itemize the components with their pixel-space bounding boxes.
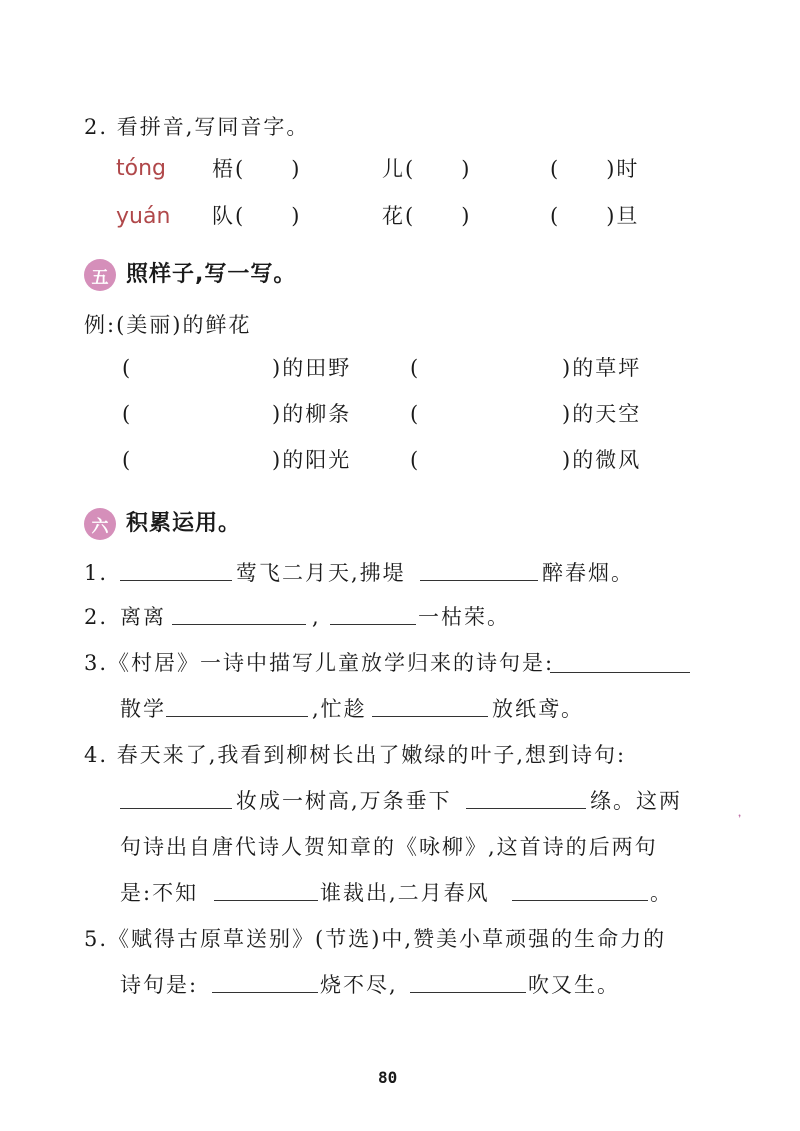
fill-phrase[interactable]: )的柳条 — [272, 402, 352, 426]
open-paren: ( — [122, 402, 133, 426]
question-text: 4. 春天来了,我看到柳树长出了嫩绿的叶子,想到诗句: — [84, 743, 627, 767]
fill-phrase[interactable]: )的草坪 — [562, 356, 642, 380]
question-text: 放纸鸢。 — [492, 697, 584, 721]
answer-blank[interactable] — [120, 808, 232, 809]
blank-item[interactable]: 儿( ) — [382, 157, 472, 181]
question-text: 醉春烟。 — [542, 561, 634, 585]
answer-blank[interactable] — [466, 808, 586, 809]
blank-item[interactable]: ( )时 — [550, 157, 640, 181]
question-text: 离离 — [120, 605, 166, 629]
answer-blank[interactable] — [120, 580, 232, 581]
question-text: 烧不尽, — [320, 973, 398, 997]
section-5-example: 例:(美丽)的鲜花 — [84, 313, 252, 337]
fill-phrase[interactable]: )的田野 — [272, 356, 352, 380]
section-5-badge: 五 — [84, 259, 116, 291]
answer-blank[interactable] — [512, 900, 648, 901]
question-number: 2. — [84, 605, 109, 629]
open-paren: ( — [410, 356, 421, 380]
question-text: 5.《赋得古原草送别》(节选)中,赞美小草顽强的生命力的 — [84, 927, 667, 951]
fill-phrase[interactable]: )的阳光 — [272, 448, 352, 472]
open-paren: ( — [122, 448, 133, 472]
question-text: 谁裁出,二月春风 — [320, 881, 490, 905]
question-number: 1. — [84, 561, 109, 585]
question-text: 散学 — [120, 697, 166, 721]
question-text: , — [312, 605, 321, 629]
pinyin-tong: tóng — [116, 156, 166, 181]
answer-blank[interactable] — [330, 624, 416, 625]
question-text: ,忙趁 — [312, 697, 367, 721]
question-text: 3.《村居》一诗中描写儿童放学归来的诗句是: — [84, 651, 555, 675]
blank-item[interactable]: 队( ) — [212, 204, 302, 228]
answer-blank[interactable] — [372, 716, 488, 717]
blank-item[interactable]: 梧( ) — [212, 157, 302, 181]
answer-blank[interactable] — [550, 672, 690, 673]
section-6-title: 积累运用。 — [126, 511, 242, 536]
page-number: 80 — [378, 1068, 398, 1087]
question-text: 绦。这两 — [590, 789, 682, 813]
answer-blank[interactable] — [410, 992, 526, 993]
question-text: 吹又生。 — [528, 973, 620, 997]
open-paren: ( — [122, 356, 133, 380]
question-text: 一枯荣。 — [418, 605, 510, 629]
blank-item[interactable]: ( )旦 — [550, 204, 640, 228]
question-text: 是:不知 — [120, 881, 199, 905]
question-text: 诗句是: — [120, 973, 199, 997]
open-paren: ( — [410, 402, 421, 426]
section-6-badge: 六 — [84, 508, 116, 540]
question-text: 莺飞二月天,拂堤 — [236, 561, 406, 585]
answer-blank[interactable] — [212, 992, 318, 993]
answer-blank[interactable] — [420, 580, 538, 581]
blank-item[interactable]: 花( ) — [382, 204, 472, 228]
open-paren: ( — [410, 448, 421, 472]
question-text: 妆成一树高,万条垂下 — [236, 789, 452, 813]
pinyin-yuan: yuán — [116, 204, 171, 229]
answer-blank[interactable] — [214, 900, 318, 901]
fill-phrase[interactable]: )的天空 — [562, 402, 642, 426]
section-5-title: 照样子,写一写。 — [126, 262, 297, 287]
margin-mark: ᾽ — [736, 814, 743, 830]
answer-blank[interactable] — [172, 624, 306, 625]
question-text: 句诗出自唐代诗人贺知章的《咏柳》,这首诗的后两句 — [120, 835, 658, 859]
question-text: 。 — [650, 881, 673, 905]
answer-blank[interactable] — [166, 716, 308, 717]
fill-phrase[interactable]: )的微风 — [562, 448, 642, 472]
question-2-title: 2. 看拼音,写同音字。 — [84, 115, 310, 139]
